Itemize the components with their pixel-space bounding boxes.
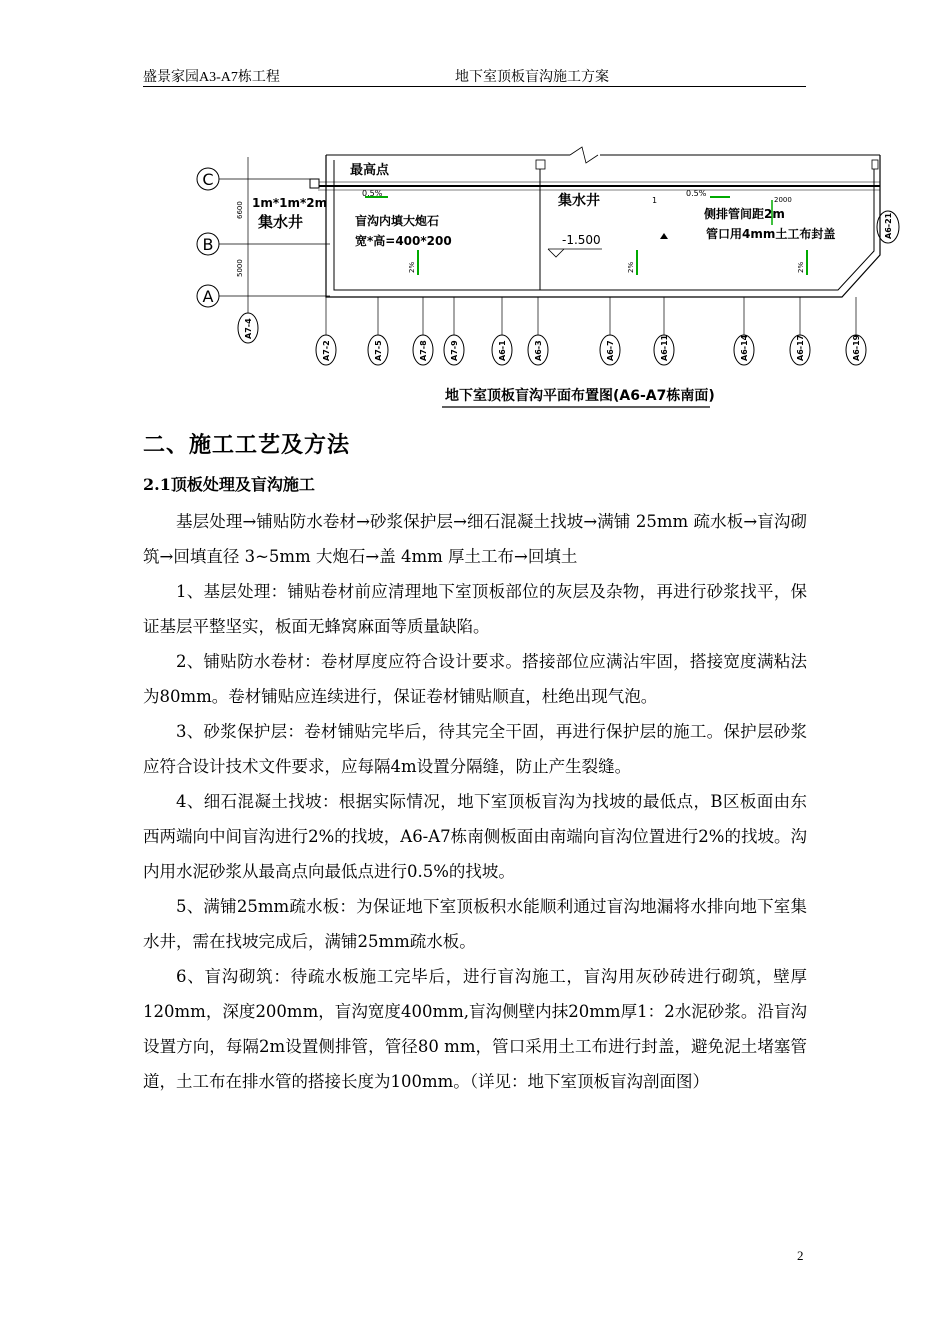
subsection-title: 2.1顶板处理及盲沟施工 — [143, 475, 315, 494]
pit-size-label: 1m*1m*2m — [252, 196, 328, 210]
left-axis-label: A7-4 — [244, 318, 253, 339]
col-axis-7 — [600, 297, 620, 365]
row-axis-c — [197, 168, 219, 190]
col-axis-5 — [492, 297, 512, 365]
col-axis-2 — [368, 297, 388, 365]
step-6-paragraph: 6、盲沟砌筑：待疏水板施工完毕后，进行盲沟施工，盲沟用灰砂砖进行砌筑，壁厚120mm，深度200mm，盲沟宽度400mm,盲沟侧壁内抹20mm厚1：2水泥砂浆。沿盲沟设置方向，每隔2m设置侧排管，管径80 mm，管口采用土工布进行封盖，避免泥土堵塞管道，土工布在排水管的搭接长度为100mm。（详见：地下室顶板盲沟剖面图） — [143, 967, 807, 1091]
step-2-paragraph: 2、铺贴防水卷材：卷材厚度应符合设计要求。搭接部位应满沾牢固，搭接宽度满粘法为80mm。卷材铺贴应连续进行，保证卷材铺贴顺直，杜绝出现气泡。 — [143, 652, 807, 706]
row-axis-c-label: C — [202, 170, 214, 189]
col-axis-4-label: A7-9 — [450, 340, 459, 361]
col-axis-11 — [846, 297, 866, 365]
step-1-paragraph: 1、基层处理：铺贴卷材前应清理地下室顶板部位的灰层及杂物，再进行砂浆找平，保证基层平整坚实，板面无蜂窝麻面等质量缺陷。 — [143, 582, 807, 636]
step-3-paragraph: 3、砂浆保护层：卷材铺贴完毕后，待其完全干固，再进行保护层的施工。保护层砂浆应符合设计技术文件要求，应每隔4m设置分隔缝，防止产生裂缝。 — [143, 722, 807, 776]
pipe-cover-note: 管口用4mm土工布封盖 — [706, 227, 836, 241]
col-axis-11-label: A6-19 — [852, 334, 861, 361]
elevation-label: -1.500 — [562, 233, 601, 247]
slope-label-left: 0.5% — [362, 189, 383, 198]
col-axis-8-label: A6-11 — [660, 334, 669, 361]
dimension-6600: 6600 — [236, 201, 244, 219]
col-axis-3-label: A7-8 — [419, 340, 428, 361]
plan-drawing — [190, 145, 910, 415]
fill-note-2: 宽*高=400*200 — [355, 234, 452, 248]
section-title: 二、施工工艺及方法 — [143, 432, 351, 458]
header-rule — [143, 86, 806, 87]
slope-2pct-left: 2% — [408, 261, 416, 273]
drawing-caption: 地下室顶板盲沟平面布置图(A6-A7栋南面) — [445, 388, 715, 404]
page-number: 2 — [797, 1248, 804, 1263]
collection-pit-label: 集水井 — [258, 213, 304, 231]
col-axis-5-label: A6-1 — [498, 340, 507, 361]
col-axis-3 — [413, 297, 433, 365]
col-axis-6-label: A6-3 — [534, 340, 543, 361]
header-document-title: 地下室顶板盲沟施工方案 — [455, 70, 609, 85]
step-4-paragraph: 4、细石混凝土找坡：根据实际情况，地下室顶板盲沟为找坡的最低点，B区板面由东西两端向中间盲沟进行2%的找坡，A6-A7栋南侧板面由南端向盲沟位置进行2%的找坡。沟内用水泥砂浆从最高点向最低点进行0.5%的找坡。 — [143, 792, 807, 881]
col-axis-1 — [316, 297, 336, 365]
col-axis-4 — [444, 297, 464, 365]
collection-pit-label-2: 集水井 — [558, 193, 600, 209]
col-axis-9-label: A6-14 — [740, 334, 749, 361]
step-5-paragraph: 5、满铺25mm疏水板：为保证地下室顶板积水能顺利通过盲沟地漏将水排向地下室集水井，需在找坡完成后，满铺25mm疏水板。 — [143, 897, 807, 951]
side-pipe-note: 侧排管间距2m — [704, 207, 785, 221]
col-axis-10 — [790, 297, 810, 365]
body-text — [143, 504, 807, 1099]
process-flow-paragraph: 基层处理→铺贴防水卷材→砂浆保护层→细石混凝土找坡→满铺 25mm 疏水板→盲沟砌筑→回填直径 3~5mm 大炮石→盖 4mm 厚土工布→回填土 — [143, 512, 807, 566]
col-axis-8 — [654, 297, 674, 365]
fill-note-1: 盲沟内填大炮石 — [355, 214, 440, 228]
row-axis-b — [197, 233, 219, 255]
section-mark: 1 — [652, 196, 658, 205]
row-axis-a-label: A — [202, 287, 214, 306]
highest-point-label: 最高点 — [350, 163, 390, 178]
slope-2pct-middle: 2% — [627, 261, 635, 273]
col-axis-9 — [734, 297, 754, 365]
col-axis-7-label: A6-7 — [606, 340, 615, 361]
col-axis-10-label: A6-17 — [796, 334, 805, 361]
col-axis-1-label: A7-2 — [322, 340, 331, 361]
row-axis-b-label: B — [202, 235, 214, 254]
header-project-name: 盛景家园A3-A7栋工程 — [143, 70, 280, 85]
slope-label-right: 0.5% — [686, 189, 707, 198]
row-axis-a — [197, 285, 219, 307]
right-axis-label: A6-21 — [884, 212, 893, 239]
spacing-label: 2000 — [774, 196, 792, 204]
slope-2pct-right: 2% — [797, 261, 805, 273]
dimension-5000: 5000 — [236, 259, 244, 277]
col-axis-6 — [528, 297, 548, 365]
left-axis-bubble — [238, 310, 258, 343]
col-axis-2-label: A7-5 — [374, 340, 383, 361]
